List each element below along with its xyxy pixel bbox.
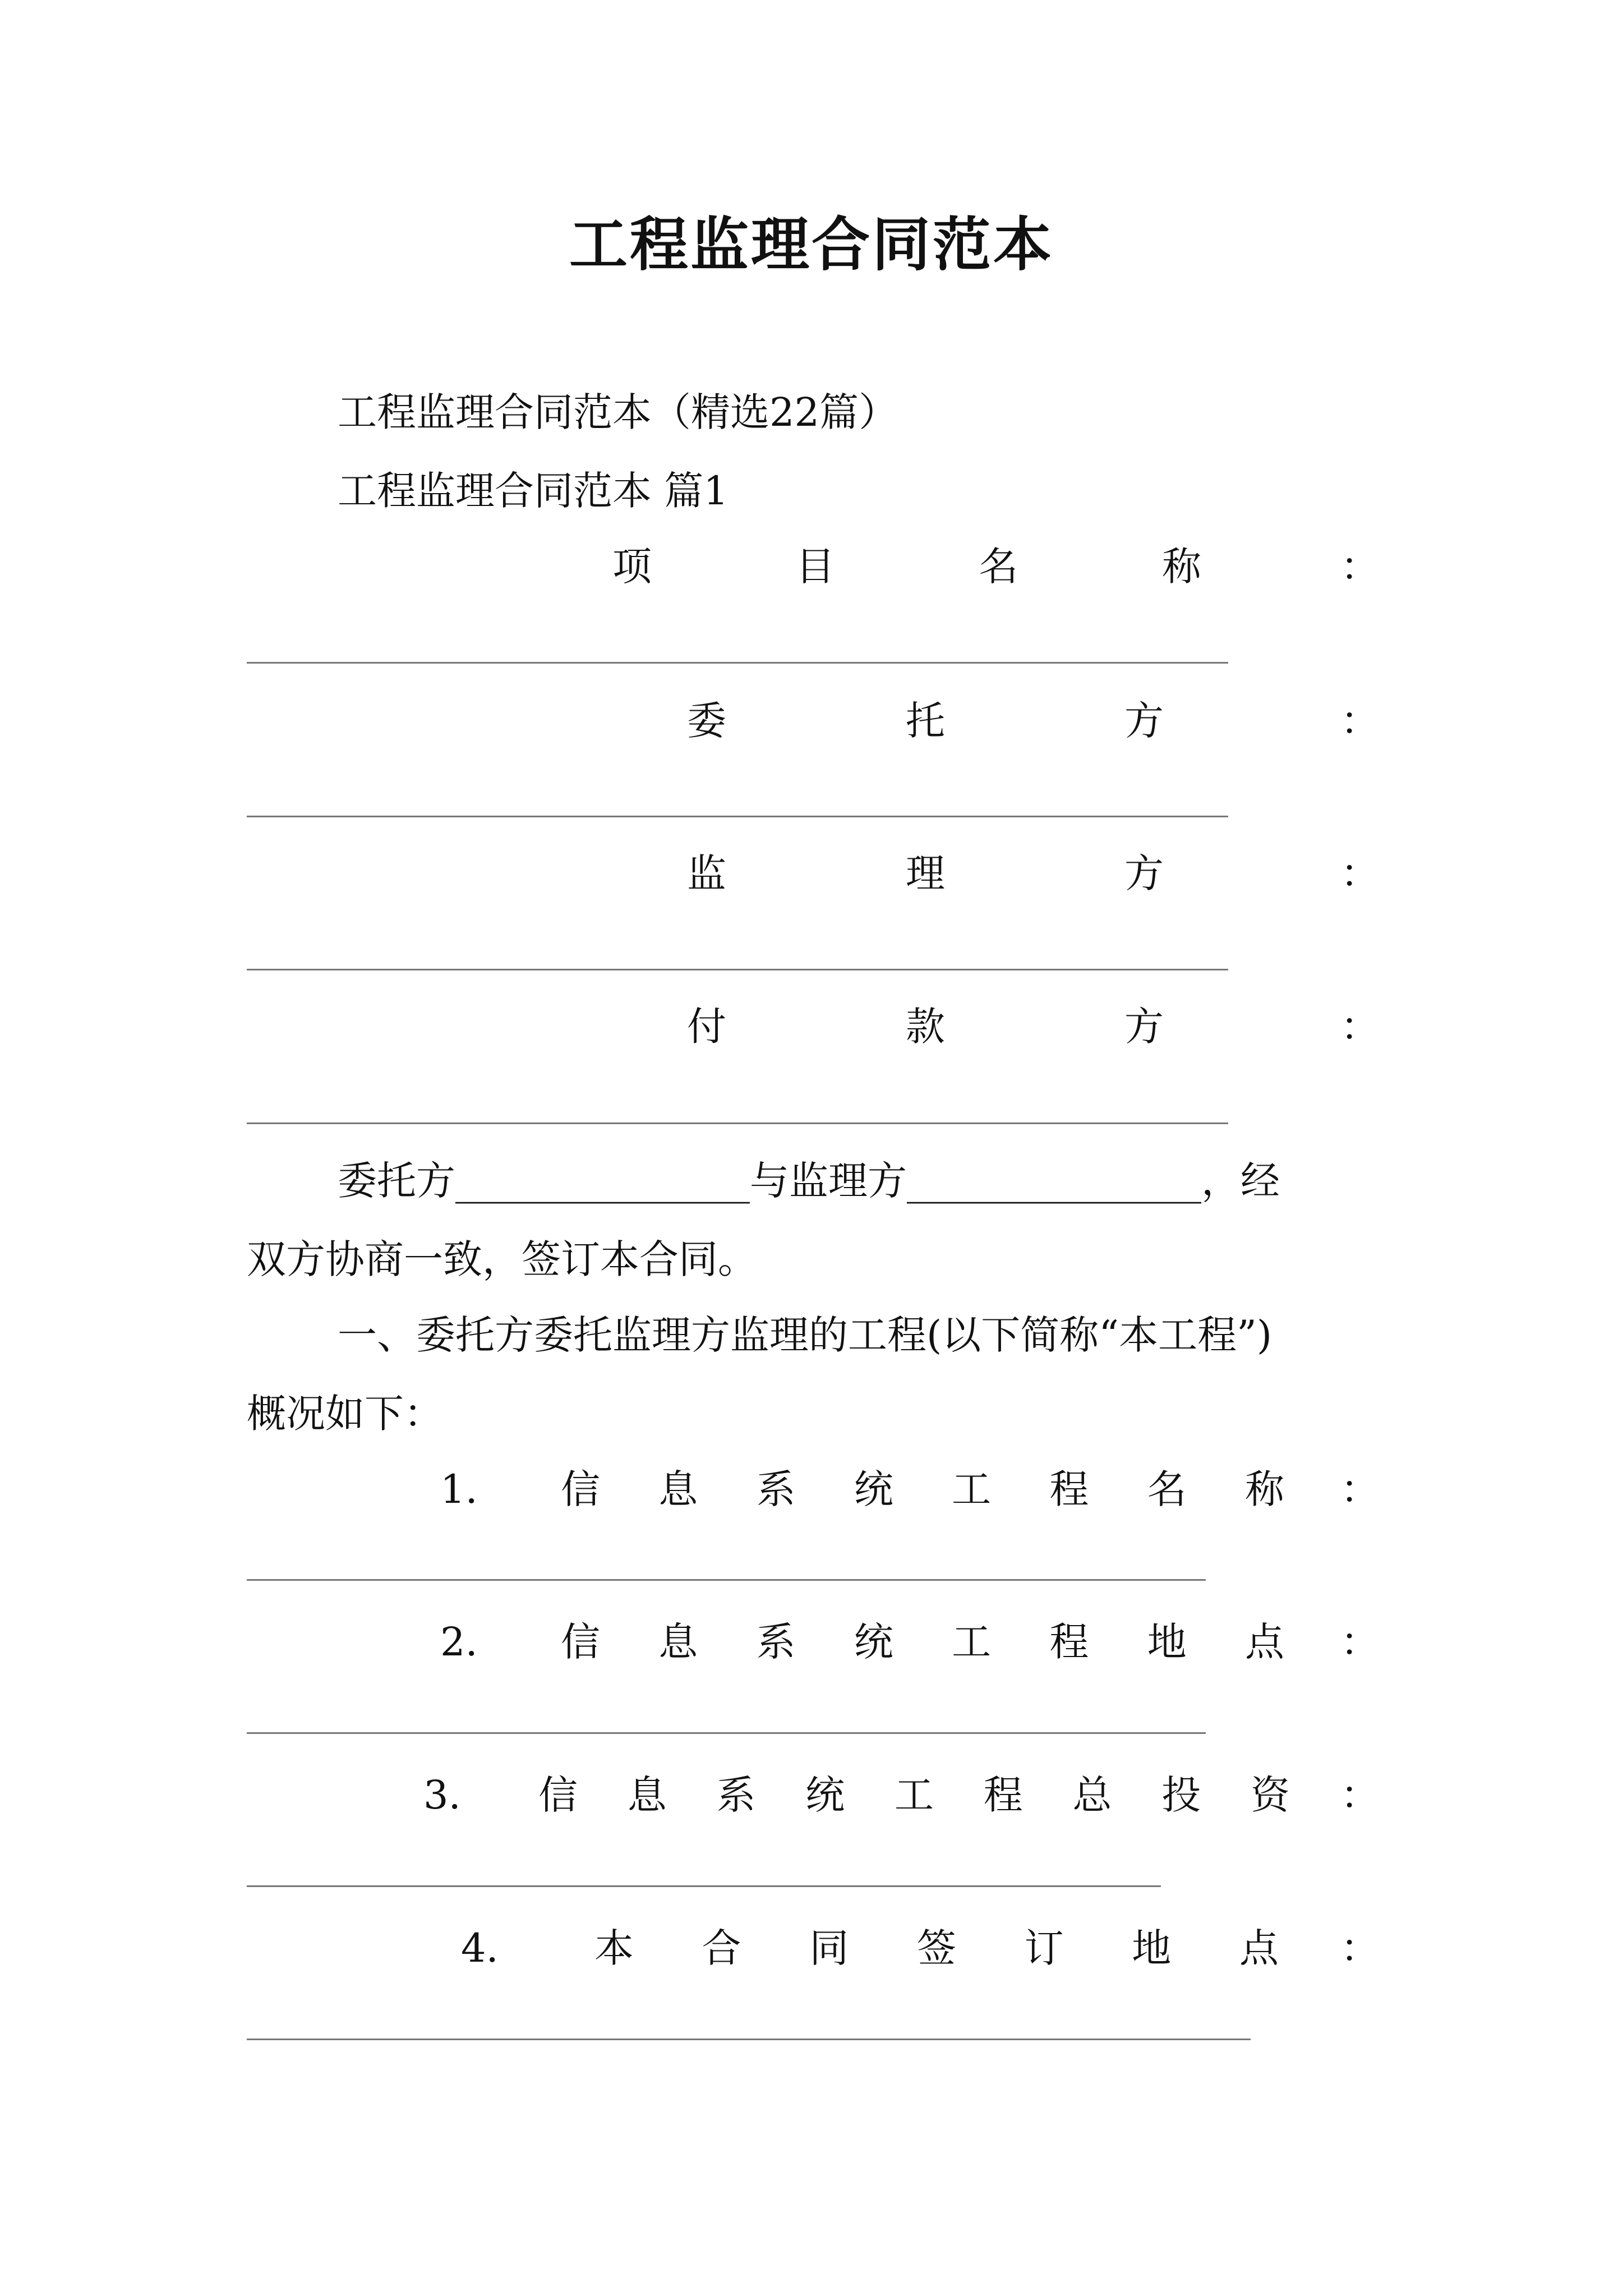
item-char: 地 [1147, 1619, 1187, 1665]
item-number: 4. [461, 1925, 499, 1971]
field-char: 称 [1161, 544, 1201, 590]
fill-in-blank-line [247, 1732, 1206, 1734]
document-title: 工程监理合同范本 [569, 210, 1054, 279]
item-char: 点 [1239, 1925, 1279, 1971]
item-char: 工 [895, 1772, 934, 1818]
item-char: 工 [952, 1466, 992, 1512]
field-char: 目 [795, 544, 835, 590]
clause-1-line-1: 一、委托方委托监理方监理的工程(以下简称“本工程”) [338, 1312, 1272, 1358]
fill-in-blank-line [247, 969, 1228, 970]
fill-in-blank-line [247, 2039, 1251, 2040]
field-char: 方 [1124, 1004, 1164, 1050]
fill-in-blank-line [247, 1122, 1228, 1124]
intro-tail: ，经 [1201, 1158, 1280, 1204]
field-char: 监 [687, 850, 726, 896]
item-char: 程 [1049, 1619, 1089, 1665]
item-char: 投 [1161, 1772, 1201, 1818]
item-char: 息 [658, 1619, 698, 1665]
item-number: 2. [440, 1619, 478, 1665]
item-1-label [561, 1466, 1284, 1512]
item-char: 息 [658, 1466, 698, 1512]
item-char: 系 [716, 1772, 756, 1818]
item-char: 名 [1147, 1466, 1187, 1512]
field-payer-label [687, 1004, 1164, 1050]
item-char: 工 [952, 1619, 992, 1665]
item-char: 信 [538, 1772, 578, 1818]
item-colon: ： [1340, 1925, 1380, 1971]
fill-in-blank-line [247, 816, 1228, 817]
item-colon: ： [1340, 1772, 1380, 1818]
item-char: 程 [1049, 1466, 1089, 1512]
intro-party-b: 与监理方 [750, 1158, 907, 1204]
item-colon: ： [1340, 1466, 1380, 1512]
field-char: 托 [906, 698, 945, 744]
item-char: 信 [561, 1466, 600, 1512]
section-heading: 工程监理合同范本 篇1 [338, 468, 728, 514]
item-char: 本 [594, 1925, 634, 1971]
item-char: 资 [1251, 1772, 1290, 1818]
item-char: 称 [1244, 1466, 1284, 1512]
item-char: 统 [854, 1619, 893, 1665]
item-2-label [561, 1619, 1284, 1665]
intro-paragraph-line-2: 双方协商一致，签订本合同。 [247, 1236, 757, 1282]
item-char: 点 [1244, 1619, 1284, 1665]
field-project-name-label [612, 544, 1201, 590]
item-char: 息 [627, 1772, 667, 1818]
fill-in-blank-line [247, 1885, 1161, 1887]
field-colon: ： [1340, 544, 1380, 590]
intro-party-a: 委托方 [338, 1158, 455, 1204]
item-char: 统 [854, 1466, 893, 1512]
fill-in-blank-line [247, 1579, 1206, 1581]
field-char: 方 [1124, 850, 1164, 896]
field-char: 委 [687, 698, 726, 744]
field-char: 理 [906, 850, 945, 896]
item-char: 合 [702, 1925, 741, 1971]
item-char: 总 [1072, 1772, 1112, 1818]
item-char: 地 [1132, 1925, 1172, 1971]
item-number: 1. [440, 1466, 478, 1512]
field-char: 名 [979, 544, 1018, 590]
intro-blank-a: _______________ [455, 1158, 750, 1204]
field-char: 款 [906, 1004, 945, 1050]
intro-blank-b: _______________ [907, 1158, 1201, 1204]
item-char: 签 [916, 1925, 956, 1971]
item-number: 3. [423, 1772, 461, 1818]
item-char: 订 [1024, 1925, 1064, 1971]
clause-1-line-2: 概况如下： [247, 1391, 443, 1437]
field-char: 方 [1124, 698, 1164, 744]
item-char: 系 [756, 1466, 796, 1512]
item-3-label [538, 1772, 1290, 1818]
document-subtitle: 工程监理合同范本（精选22篇） [338, 389, 898, 435]
item-char: 程 [983, 1772, 1023, 1818]
item-4-label [594, 1925, 1279, 1971]
field-colon: ： [1340, 850, 1380, 896]
item-char: 同 [809, 1925, 849, 1971]
field-supervisor-label [687, 850, 1164, 896]
fill-in-blank-line [247, 662, 1228, 664]
item-char: 统 [805, 1772, 845, 1818]
field-client-label [687, 698, 1164, 744]
field-char: 付 [687, 1004, 726, 1050]
item-char: 信 [561, 1619, 600, 1665]
item-char: 系 [756, 1619, 796, 1665]
field-colon: ： [1340, 1004, 1380, 1050]
field-char: 项 [612, 544, 652, 590]
item-colon: ： [1340, 1619, 1380, 1665]
intro-paragraph-line-1 [338, 1158, 1280, 1204]
field-colon: ： [1340, 698, 1380, 744]
